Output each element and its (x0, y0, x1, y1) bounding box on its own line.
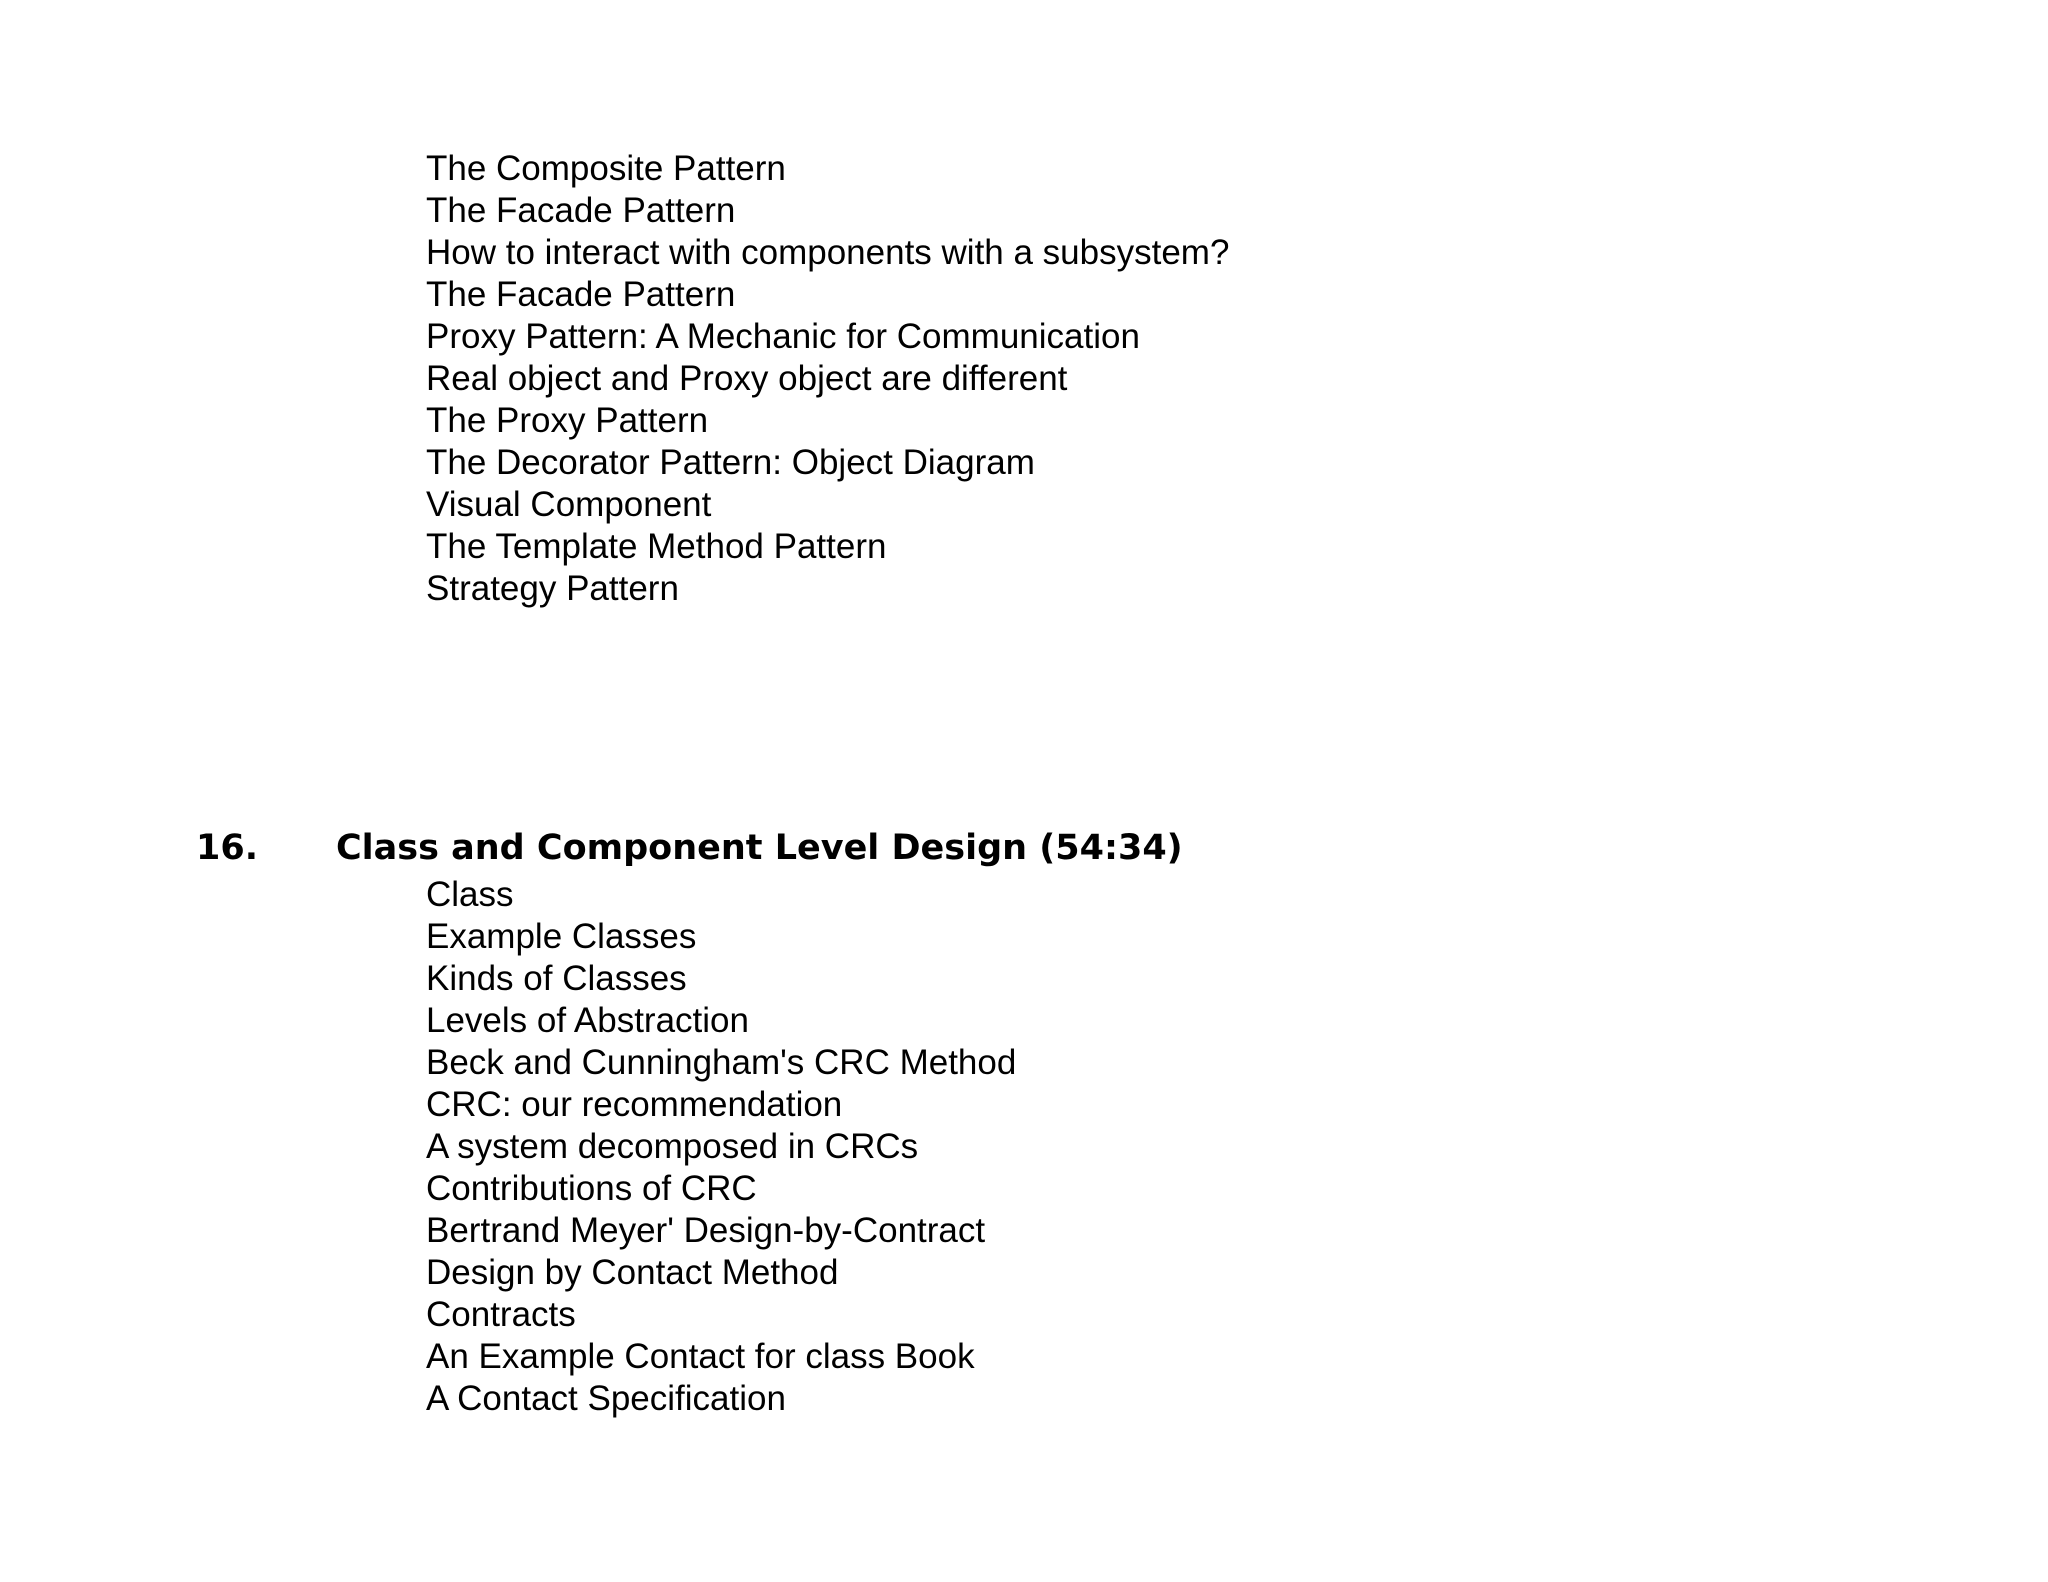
topic-item: The Facade Pattern (426, 191, 736, 230)
topic-item: A Contact Specification (426, 1379, 786, 1418)
topic-item: Bertrand Meyer' Design-by-Contract (426, 1211, 986, 1250)
topic-item: Class (426, 875, 514, 914)
topic-item: Example Classes (426, 917, 697, 956)
section-topic-list (426, 874, 1016, 1420)
topic-item: An Example Contact for class Book (426, 1337, 975, 1376)
topic-item: Beck and Cunningham's CRC Method (426, 1043, 1017, 1082)
topic-item: Levels of Abstraction (426, 1001, 749, 1040)
topic-item: The Template Method Pattern (426, 527, 887, 566)
section-title: Class and Component Level Design (54:34) (336, 828, 1183, 868)
topic-item: A system decomposed in CRCs (426, 1127, 919, 1166)
topic-item: Strategy Pattern (426, 569, 679, 608)
topic-item: Kinds of Classes (426, 959, 687, 998)
topic-item: The Proxy Pattern (426, 401, 709, 440)
topic-item: Design by Contact Method (426, 1253, 839, 1292)
topic-item: Contributions of CRC (426, 1169, 757, 1208)
topic-item: How to interact with components with a subsystem? (426, 233, 1230, 272)
topic-item: The Facade Pattern (426, 275, 736, 314)
topic-item: CRC: our recommendation (426, 1085, 843, 1124)
section-number: 16. (196, 828, 259, 868)
topic-item: The Decorator Pattern: Object Diagram (426, 443, 1035, 482)
topic-list-continued (426, 148, 1229, 610)
topic-item: Proxy Pattern: A Mechanic for Communication (426, 317, 1140, 356)
topic-item: Real object and Proxy object are different (426, 359, 1068, 398)
topic-item: Contracts (426, 1295, 576, 1334)
topic-item: Visual Component (426, 485, 712, 524)
topic-item: The Composite Pattern (426, 149, 786, 188)
